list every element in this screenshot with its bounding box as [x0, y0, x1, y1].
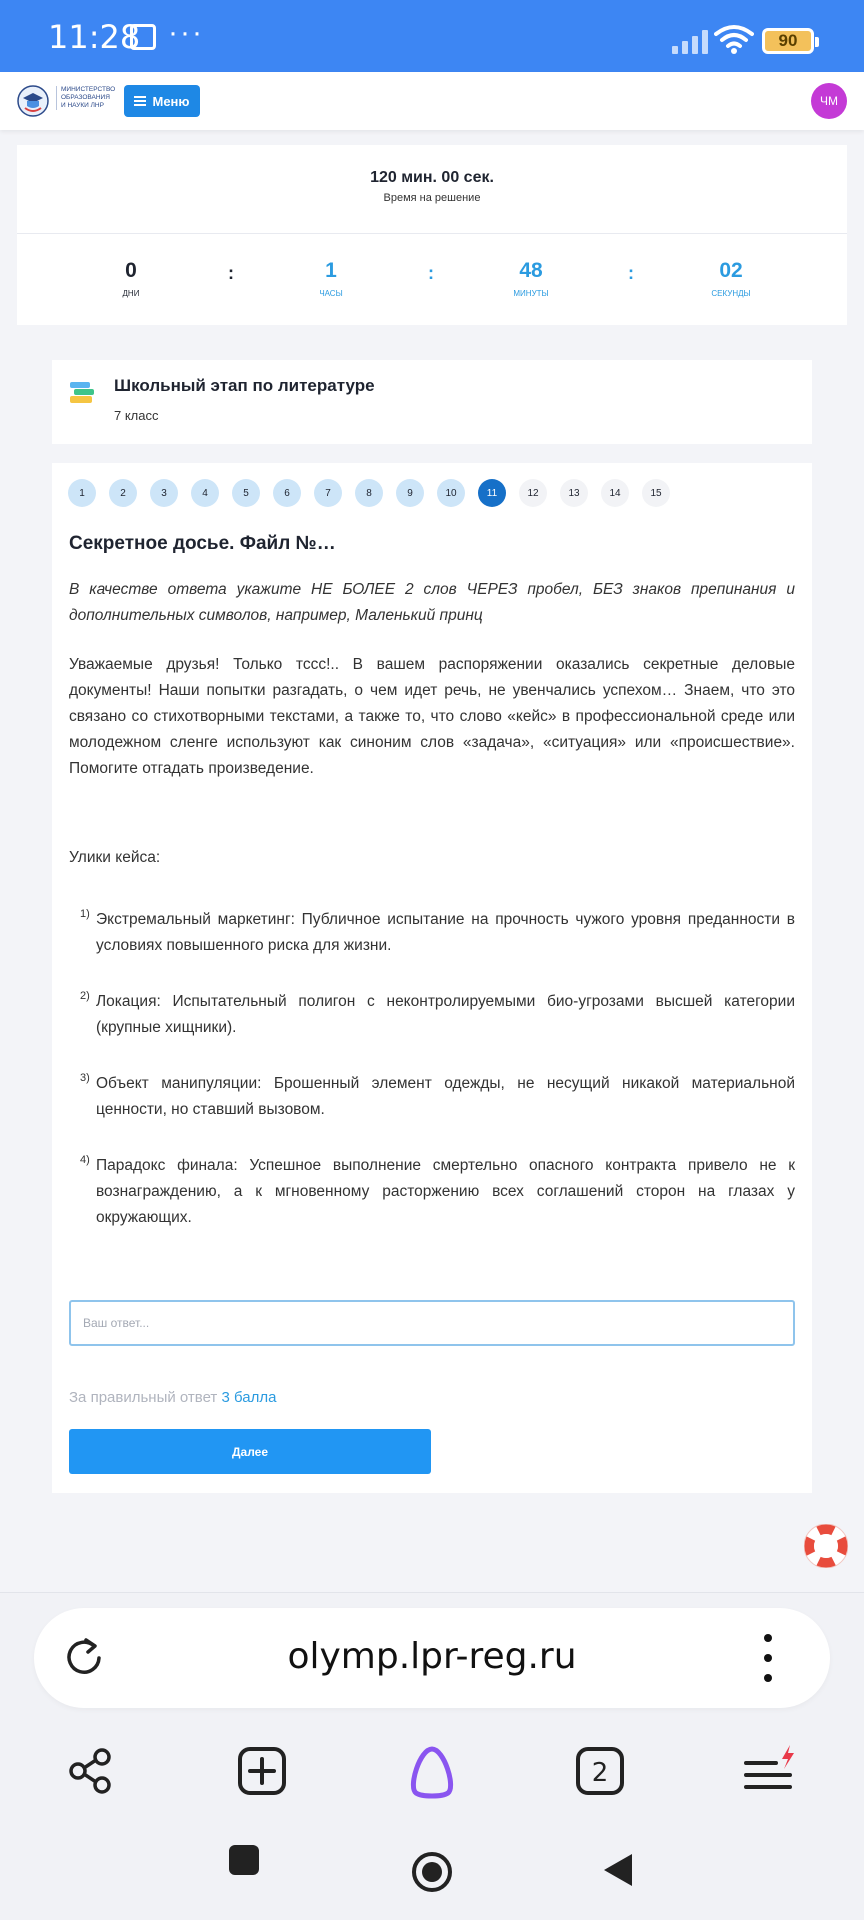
- notification-dots: ···: [168, 16, 204, 49]
- avatar[interactable]: ЧМ: [811, 83, 847, 119]
- timer-minutes-label: МИНУТЫ: [513, 289, 549, 298]
- lifebuoy-icon[interactable]: [804, 1524, 848, 1568]
- clue-number: 4): [80, 1154, 90, 1166]
- score-note: [69, 1389, 276, 1406]
- page-9-button[interactable]: 9: [396, 479, 424, 507]
- answer-input[interactable]: [69, 1300, 795, 1346]
- timer-days-label: ДНИ: [122, 289, 140, 298]
- signal-icon: [672, 28, 708, 54]
- ministry-logo[interactable]: [16, 84, 50, 118]
- timer-separator: :: [628, 263, 634, 283]
- page-4-button[interactable]: 4: [191, 479, 219, 507]
- clue-text: Объект манипуляции: Брошенный элемент одежды, не несущий никакой материальной ценности, но ставший вызовом.: [96, 1075, 795, 1118]
- timer-minutes-value: 48: [519, 259, 543, 282]
- page-2-button[interactable]: 2: [109, 479, 137, 507]
- wifi-icon: [714, 24, 754, 54]
- tabs-count: 2: [591, 1758, 609, 1788]
- timer-hours: [291, 259, 371, 298]
- share-icon[interactable]: [64, 1743, 120, 1799]
- page-8-button[interactable]: 8: [355, 479, 383, 507]
- question-card: [52, 463, 812, 1493]
- new-tab-icon[interactable]: [234, 1743, 290, 1799]
- site-header: [0, 72, 864, 130]
- clue-number: 2): [80, 990, 90, 1002]
- page-14-button[interactable]: 14: [601, 479, 629, 507]
- divider: [17, 233, 847, 234]
- page-5-button[interactable]: 5: [232, 479, 260, 507]
- score-value: 3 балла: [221, 1389, 277, 1406]
- clues-heading: Улики кейса:: [69, 849, 161, 866]
- clue-text: Экстремальный маркетинг: Публичное испытание на прочность чужого уровня преданности в условиях повышенного риска для жизни.: [96, 911, 795, 954]
- battery-icon: [762, 28, 814, 54]
- clue-item: [80, 1071, 795, 1123]
- home-icon[interactable]: [410, 1850, 454, 1894]
- timer-seconds: [691, 259, 771, 298]
- url-text[interactable]: olymp.lpr-reg.ru: [287, 1636, 577, 1677]
- clue-item: [80, 1153, 795, 1231]
- timer-hours-value: 1: [325, 259, 337, 282]
- timer-days: [91, 259, 171, 298]
- recents-icon[interactable]: [229, 1845, 259, 1875]
- status-time: 11:28: [48, 18, 141, 56]
- timer-card: [17, 145, 847, 325]
- clue-text: Локация: Испытательный полигон с неконтролируемыми био-угрозами высшей категории (крупные хищники).: [96, 993, 795, 1036]
- timer-separator: :: [428, 263, 434, 283]
- clue-text: Парадокс финала: Успешное выполнение смертельно опасного контракта привело не к вознаграждению, а к мгновенному расторжению всех соглашений сторон на глазах у окружающих.: [96, 1157, 795, 1226]
- question-pager: [68, 479, 670, 507]
- timer-separator: :: [228, 263, 234, 283]
- timer-seconds-label: СЕКУНДЫ: [711, 289, 751, 298]
- timer-total: 120 мин. 00 сек.: [370, 169, 494, 186]
- alice-icon[interactable]: [404, 1743, 460, 1799]
- clue-item: [80, 989, 795, 1041]
- timer-caption: Время на решение: [383, 192, 481, 204]
- status-bar: [0, 0, 864, 72]
- tabs-icon[interactable]: [572, 1743, 628, 1799]
- timer-hours-label: ЧАСЫ: [319, 289, 343, 298]
- timer-minutes: [491, 259, 571, 298]
- timer-days-value: 0: [125, 259, 137, 282]
- twitch-icon: [130, 24, 156, 50]
- page-7-button[interactable]: 7: [314, 479, 342, 507]
- menu-lightning-icon[interactable]: [742, 1743, 798, 1799]
- page-12-button[interactable]: 12: [519, 479, 547, 507]
- clue-item: [80, 907, 795, 959]
- question-instruction: В качестве ответа укажите НЕ БОЛЕЕ 2 слов ЧЕРЕЗ пробел, БЕЗ знаков препинания и дополнительных символов, например, Маленький принц: [69, 581, 795, 624]
- question-title: Секретное досье. Файл №…: [69, 533, 336, 554]
- score-prefix: За правильный ответ: [69, 1389, 218, 1406]
- more-vertical-icon[interactable]: [764, 1634, 772, 1682]
- timer-seconds-value: 02: [719, 259, 743, 282]
- menu-button[interactable]: [124, 85, 200, 117]
- page-11-button[interactable]: 11: [478, 479, 506, 507]
- page-6-button[interactable]: 6: [273, 479, 301, 507]
- battery-level: 90: [778, 31, 798, 50]
- question-body: Уважаемые друзья! Только тссс!.. В вашем распоряжении оказались секретные деловые документы! Наши попытки разгадать, о чем идет речь, не увенчались успехом… Знаем, что это связано со стихотворными текстами, а также то, что слово «кейс» в профессиональной среде или молодежном сленге используют как синоним слов «задача», «ситуация» или «происшествие». Помогите отгадать произведение.: [69, 656, 795, 777]
- page-13-button[interactable]: 13: [560, 479, 588, 507]
- logo-text: МИНИСТЕРСТВО ОБРАЗОВАНИЯ И НАУКИ ЛНР: [56, 86, 116, 110]
- clue-number: 3): [80, 1072, 90, 1084]
- page-3-button[interactable]: 3: [150, 479, 178, 507]
- stage-title: Школьный этап по литературе: [114, 376, 375, 395]
- stage-grade: 7 класс: [114, 408, 159, 423]
- hamburger-icon: [134, 96, 146, 106]
- back-icon[interactable]: [602, 1852, 634, 1888]
- books-icon: [68, 380, 96, 406]
- page-1-button[interactable]: 1: [68, 479, 96, 507]
- menu-label: Меню: [152, 93, 190, 109]
- clue-number: 1): [80, 908, 90, 920]
- page-10-button[interactable]: 10: [437, 479, 465, 507]
- stage-card: [52, 360, 812, 444]
- page-15-button[interactable]: 15: [642, 479, 670, 507]
- next-button[interactable]: Далее: [69, 1429, 431, 1474]
- address-bar[interactable]: [34, 1608, 830, 1708]
